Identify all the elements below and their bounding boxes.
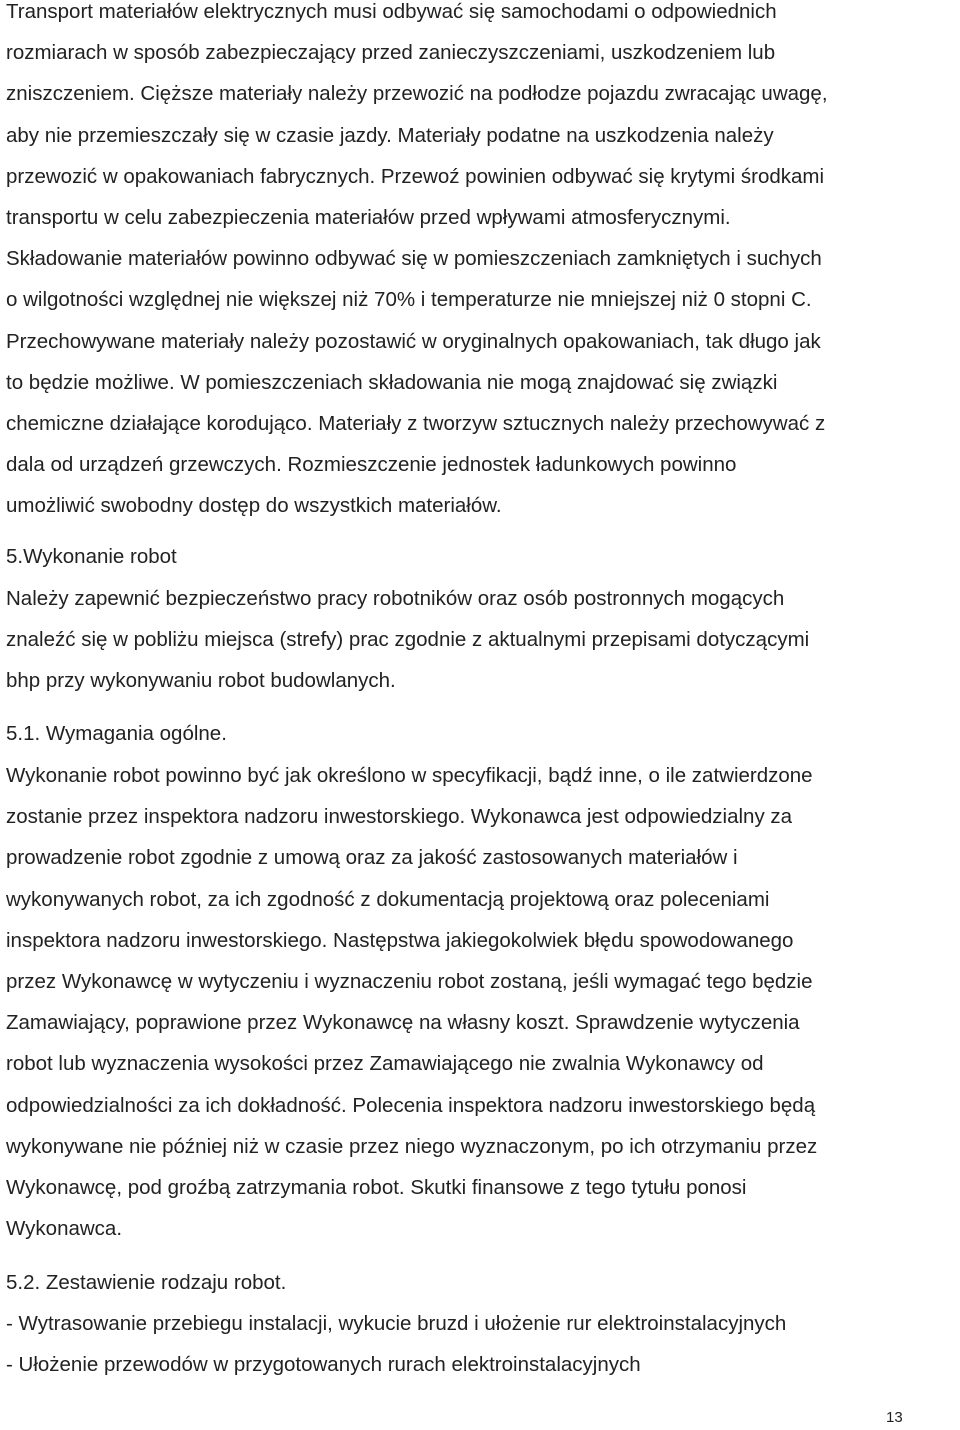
text-line: Wykonanie robot powinno być jak określono w specyfikacji, bądź inne, o ile zatwierdzone	[6, 764, 813, 787]
text-line: zniszczeniem. Cięższe materiały należy przewozić na podłodze pojazdu zwracając uwagę,	[6, 82, 828, 106]
section-5-heading	[6, 536, 960, 577]
text-line: o wilgotności względnej nie większej niż 70% i temperaturze nie mniejszej niż 0 stopni C.	[6, 288, 812, 312]
section-5-body	[6, 578, 960, 702]
text-line: Należy zapewnić bezpieczeństwo pracy robotników oraz osób postronnych mogących	[6, 587, 785, 610]
text-line: Transport materiałów elektrycznych musi odbywać się samochodami o odpowiednich	[6, 0, 777, 23]
section-5-2-heading	[6, 1262, 960, 1303]
text-line: rozmiarach w sposób zabezpieczający przed zanieczyszczeniami, uszkodzeniem lub	[6, 41, 776, 65]
text-line: umożliwić swobodny dostęp do wszystkich materiałów.	[6, 494, 502, 518]
text-line: odpowiedzialności za ich dokładność. Polecenia inspektora nadzoru inwestorskiego będą	[6, 1093, 816, 1117]
text-line: prowadzenie robot zgodnie z umową oraz za jakość zastosowanych materiałów i	[6, 846, 738, 870]
page-number: 13	[886, 1409, 903, 1426]
section-5-1-heading	[6, 713, 960, 754]
text-line: zostanie przez inspektora nadzoru inwestorskiego. Wykonawca jest odpowiedzialny za	[6, 805, 793, 829]
section-heading: 5.2. Zestawienie rodzaju robot.	[6, 1271, 287, 1294]
section-5-2-list	[6, 1303, 960, 1385]
text-line: wykonywanych robot, za ich zgodność z dokumentacją projektową oraz poleceniami	[6, 887, 770, 911]
list-item: - Wytrasowanie przebiegu instalacji, wykucie bruzd i ułożenie rur elektroinstalacyjnych	[6, 1312, 787, 1335]
section-5-1-body	[6, 755, 960, 1249]
section-heading: 5.1. Wymagania ogólne.	[6, 722, 227, 745]
section-heading: 5.Wykonanie robot	[6, 545, 177, 568]
text-line: przewozić w opakowaniach fabrycznych. Przewoź powinien odbywać się krytymi środkami	[6, 164, 825, 188]
text-line: to będzie możliwe. W pomieszczeniach składowania nie mogą znajdować się związki	[6, 370, 778, 394]
text-line: Przechowywane materiały należy pozostawić w oryginalnych opakowaniach, tak długo jak	[6, 329, 821, 353]
text-line: inspektora nadzoru inwestorskiego. Następstwa jakiegokolwiek błędu spowodowanego	[6, 928, 794, 952]
paragraph-transport	[6, 0, 960, 526]
text-line: znaleźć się w pobliżu miejsca (strefy) prac zgodnie z aktualnymi przepisami dotyczącymi	[6, 628, 810, 652]
text-line: przez Wykonawcę w wytyczeniu i wyznaczeniu robot zostaną, jeśli wymagać tego będzie	[6, 969, 813, 993]
text-line: Składowanie materiałów powinno odbywać się w pomieszczeniach zamkniętych i suchych	[6, 247, 822, 271]
text-line: Wykonawca.	[6, 1217, 123, 1241]
list-item: - Ułożenie przewodów w przygotowanych rurach elektroinstalacyjnych	[6, 1353, 641, 1377]
text-line: chemiczne działające korodująco. Materiały z tworzyw sztucznych należy przechowywać z	[6, 411, 826, 435]
text-line: robot lub wyznaczenia wysokości przez Zamawiającego nie zwalnia Wykonawcy od	[6, 1052, 764, 1076]
text-line: aby nie przemieszczały się w czasie jazdy. Materiały podatne na uszkodzenia należy	[6, 123, 774, 147]
text-line: transportu w celu zabezpieczenia materiałów przed wpływami atmosferycznymi.	[6, 205, 731, 229]
text-line: bhp przy wykonywaniu robot budowlanych.	[6, 669, 396, 693]
text-line: Wykonawcę, pod groźbą zatrzymania robot. Skutki finansowe z tego tytułu ponosi	[6, 1175, 747, 1199]
text-line: dala od urządzeń grzewczych. Rozmieszczenie jednostek ładunkowych powinno	[6, 453, 737, 477]
text-line: Zamawiający, poprawione przez Wykonawcę na własny koszt. Sprawdzenie wytyczenia	[6, 1011, 800, 1035]
text-line: wykonywane nie później niż w czasie przez niego wyznaczonym, po ich otrzymaniu przez	[6, 1134, 818, 1158]
